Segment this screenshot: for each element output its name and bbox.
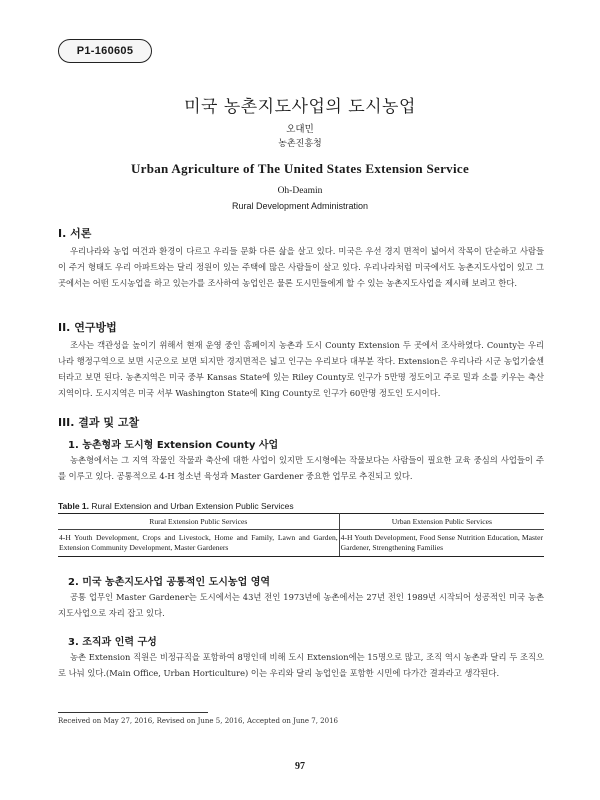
table-cell-urban: 4-H Youth Development, Food Sense Nutrition Education, Master Gardener, Strengthening Families (339, 530, 544, 557)
page-number: 97 (295, 761, 305, 772)
subsection-1-paragraph: 농촌형에서는 그 지역 작물인 작물과 축산에 대한 사업이 있지만 도시형에는 작물보다는 사람들이 필요한 교육 중심의 사업들이 주를 이루고 있다. 공통적으로 4-H 청소년 육성과 Master Gardener 중요한 업무로 추진되고 있다. (58, 455, 544, 481)
author-korean: 오대민 (286, 124, 314, 135)
subsection-heading-2: 2. 미국 농촌지도사업 공통적인 도시농업 영역 (68, 577, 271, 588)
table-caption-text: Rural Extension and Urban Extension Public Services (89, 501, 294, 511)
subsection-heading-3: 3. 조직과 인력 구성 (68, 637, 157, 648)
table-cell-rural: 4-H Youth Development, Crops and Livestock, Home and Family, Lawn and Garden, Extension Community Development, Master Gardeners (58, 530, 339, 557)
section-heading-methods: II. 연구방법 (58, 321, 117, 334)
affiliation-english: Rural Development Administration (231, 201, 369, 211)
subsection-heading-1: 1. 농촌형과 도시형 Extension County 사업 (68, 440, 279, 451)
table-row (58, 530, 544, 557)
table-caption (58, 501, 294, 511)
paper-title-english: Urban Agriculture of The United States Extension Service (130, 161, 470, 176)
section-heading-results: III. 결과 및 고찰 (58, 416, 140, 429)
table-header-rural: Rural Extension Public Services (58, 514, 339, 530)
services-table (58, 513, 544, 557)
subsection-2-paragraph: 공통 업무인 Master Gardener는 도시에서는 43년 전인 1973년에 농촌에서는 27년 전인 1989년 시작되어 성공적인 미국 농촌지도사업으로 자리 잡고 있다. (58, 592, 544, 618)
subsection-3-paragraph: 농촌 Extension 직원은 비정규직을 포함하여 8명인데 비해 도시 Extension에는 15명으로 많고, 조직 역시 농촌과 달리 두 조직으로 나눠 있다.(Main Office, Urban Horticulture) 이는 우리와 달리 농업인을 포함한 시민에 다가간 결과라고 생각된다. (58, 652, 544, 678)
methods-paragraph: 조사는 객관성을 높이기 위해서 현재 운영 중인 홈페이지 농촌과 도시 County Extension 두 곳에서 조사하였다. County는 우리나라 행정구역으로 보면 시군으로 보면 되지만 경지면적은 넓고 인구는 우리보다 대부분 작다. Extension은 우리나라 시군 농업기술센터라고 보면 된다. 농촌지역은 미국 중부 Kansas State에 있는 Riley County로 인구가 5만명 정도이고 주로 밀과 소를 키우는 축산지역이다. 도시지역은 미국 서부 Washington State에 King County로 인구가 60만명 정도인 도시이다. (58, 340, 544, 398)
affiliation-korean: 농촌진흥청 (278, 139, 322, 149)
table-header-urban: Urban Extension Public Services (339, 514, 544, 530)
footnote-rule (58, 712, 208, 713)
paper-id-badge: P1-160605 (58, 39, 152, 63)
table-caption-label: Table 1. (58, 501, 90, 511)
author-english: Oh-Deamin (277, 186, 323, 196)
intro-paragraph: 우리나라와 농업 여건과 환경이 다르고 우리들 문화 다른 삶을 살고 있다. 미국은 우선 경지 면적이 넓어서 작목이 단순하고 사람들이 주거 형태도 우리 아파트와는 달리 정원이 있는 주택에 많은 사람들이 살고 있다. 우리나라처럼 미국에서도 농촌지도사업이 있고 그 곳에서는 어떤 도시농업을 하고 있는가를 조사하여 농업인은 물론 도시민들에게 할 수 있는 농촌지도사업을 제시해 보려고 한다. (58, 246, 544, 288)
table-header-row (58, 514, 544, 530)
paper-title-korean: 미국 농촌지도사업의 도시농업 (184, 97, 416, 117)
footnote: Received on May 27, 2016, Revised on June 5, 2016, Accepted on June 7, 2016 (58, 717, 338, 725)
section-heading-intro: I. 서론 (58, 227, 92, 240)
